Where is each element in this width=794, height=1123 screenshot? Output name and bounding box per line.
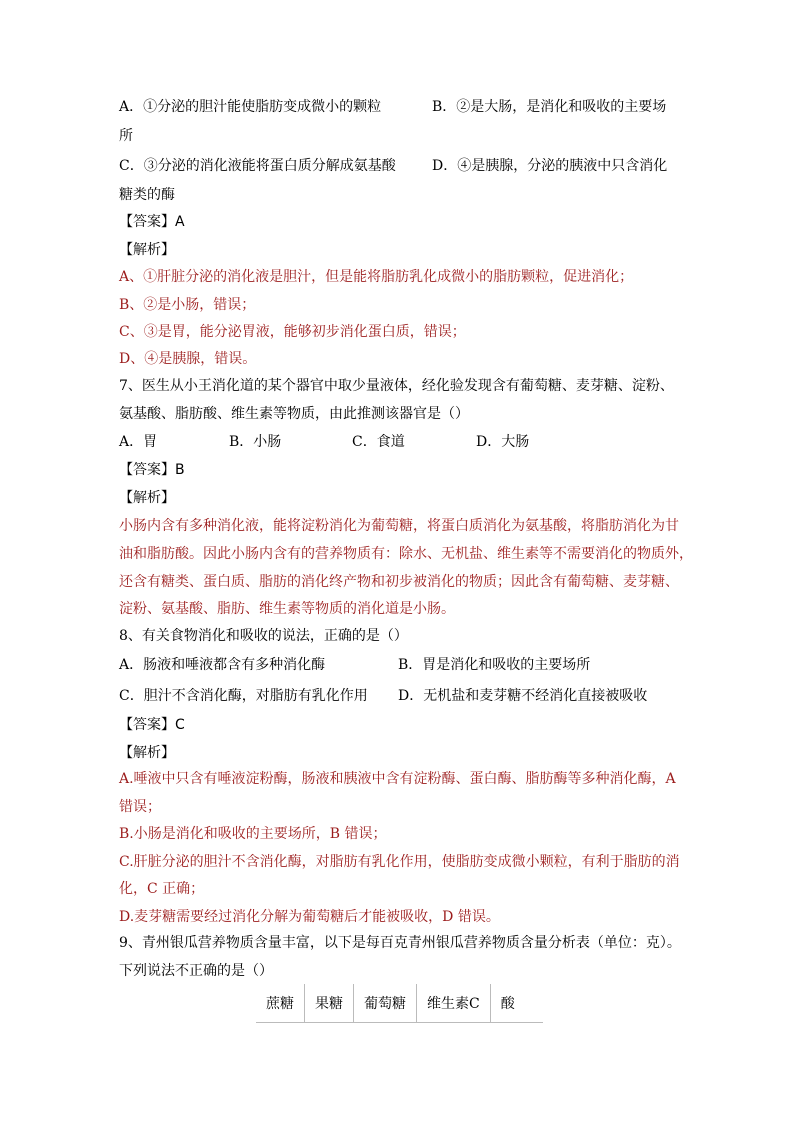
q7-option-b: B．小肠: [229, 434, 282, 450]
q6-option-a: A．①分泌的胆汁能使脂肪变成微小的颗粒: [119, 99, 382, 115]
q8-analysis-line: D.麦芽糖需要经过消化分解为葡萄糖后才能被吸收，D 错误。: [119, 909, 500, 925]
q8-stem: 8、有关食物消化和吸收的说法，正确的是（）: [119, 628, 408, 644]
q8-analysis-line: 错误；: [119, 799, 161, 815]
table-header-row: [256, 984, 543, 1023]
q7-analysis-line: 淀粉、氨基酸、脂肪、维生素等物质的消化道是小肠。: [119, 601, 455, 617]
table-header-cell: 酸: [490, 984, 543, 1023]
table-header-cell: 葡萄糖: [354, 984, 417, 1023]
q6-analysis-line: C、③是胃，能分泌胃液，能够初步消化蛋白质，错误；: [119, 324, 466, 340]
q6-answer: 【答案】A: [119, 214, 185, 230]
table-header-cell: 果糖: [305, 984, 354, 1023]
q7-option-a: A．胃: [119, 434, 158, 450]
q9-stem-cont: 下列说法不正确的是（）: [119, 963, 273, 979]
q7-answer: 【答案】B: [119, 462, 185, 478]
q8-option-c: C．胆汁不含消化酶，对脂肪有乳化作用: [119, 688, 368, 704]
q6-option-c: C．③分泌的消化液能将蛋白质分解成氨基酸: [119, 158, 396, 174]
q7-analysis-label: 【解析】: [119, 490, 175, 506]
q8-analysis-line: B.小肠是消化和吸收的主要场所，B 错误；: [119, 826, 387, 842]
q8-analysis-label: 【解析】: [119, 745, 175, 761]
q8-option-b: B．胃是消化和吸收的主要场所: [398, 657, 591, 673]
q6-option-b: B．②是大肠，是消化和吸收的主要场: [432, 99, 667, 115]
q8-analysis-line: A.唾液中只含有唾液淀粉酶，肠液和胰液中含有淀粉酶、蛋白酶、脂肪酶等多种消化酶，A: [119, 771, 676, 787]
nutrition-table: [256, 984, 543, 1023]
q6-analysis-label: 【解析】: [119, 242, 175, 258]
q7-stem: 7、医生从小王消化道的某个器官中取少量液体，经化验发现含有葡萄糖、麦芽糖、淀粉、: [119, 378, 674, 394]
q6-option-d-cont: 糖类的酶: [119, 187, 175, 203]
q6-option-b-cont: 所: [119, 128, 133, 144]
q6-option-d: D．④是胰腺，分泌的胰液中只含消化: [432, 158, 668, 174]
table-header-cell: 蔗糖: [256, 984, 305, 1023]
q7-analysis-line: 油和脂肪酸。因此小肠内含有的营养物质有：除水、无机盐、维生素等不需要消化的物质外，: [119, 546, 693, 562]
table-header-cell: 维生素C: [417, 984, 491, 1023]
q7-analysis-line: 还含有糖类、蛋白质、脂肪的消化终产物和初步被消化的物质；因此含有葡萄糖、麦芽糖、: [119, 574, 679, 590]
q8-option-d: D．无机盐和麦芽糖不经消化直接被吸收: [398, 688, 648, 704]
q6-analysis-line: B、②是小肠，错误；: [119, 297, 256, 313]
q8-analysis-line: C.肝脏分泌的胆汁不含消化酶，对脂肪有乳化作用，使脂肪变成微小颗粒，有利于脂肪的消: [119, 854, 680, 870]
q7-option-c: C．食道: [352, 434, 405, 450]
q7-option-d: D．大肠: [476, 434, 530, 450]
q7-stem-cont: 氨基酸、脂肪酸、维生素等物质，由此推测该器官是（）: [119, 406, 469, 422]
q6-analysis-line: A、①肝脏分泌的消化液是胆汁，但是能将脂肪乳化成微小的脂肪颗粒，促进消化；: [119, 269, 634, 285]
q6-analysis-line: D、④是胰腺，错误。: [119, 351, 257, 367]
q8-option-a: A．肠液和唾液都含有多种消化酶: [119, 657, 326, 673]
q9-stem: 9、青州银瓜营养物质含量丰富，以下是每百克青州银瓜营养物质含量分析表（单位：克）。: [119, 935, 681, 951]
q8-analysis-line: 化，C 正确；: [119, 881, 205, 897]
q7-analysis-line: 小肠内含有多种消化液，能将淀粉消化为葡萄糖，将蛋白质消化为氨基酸，将脂肪消化为甘: [119, 518, 679, 534]
q8-answer: 【答案】C: [119, 717, 185, 733]
